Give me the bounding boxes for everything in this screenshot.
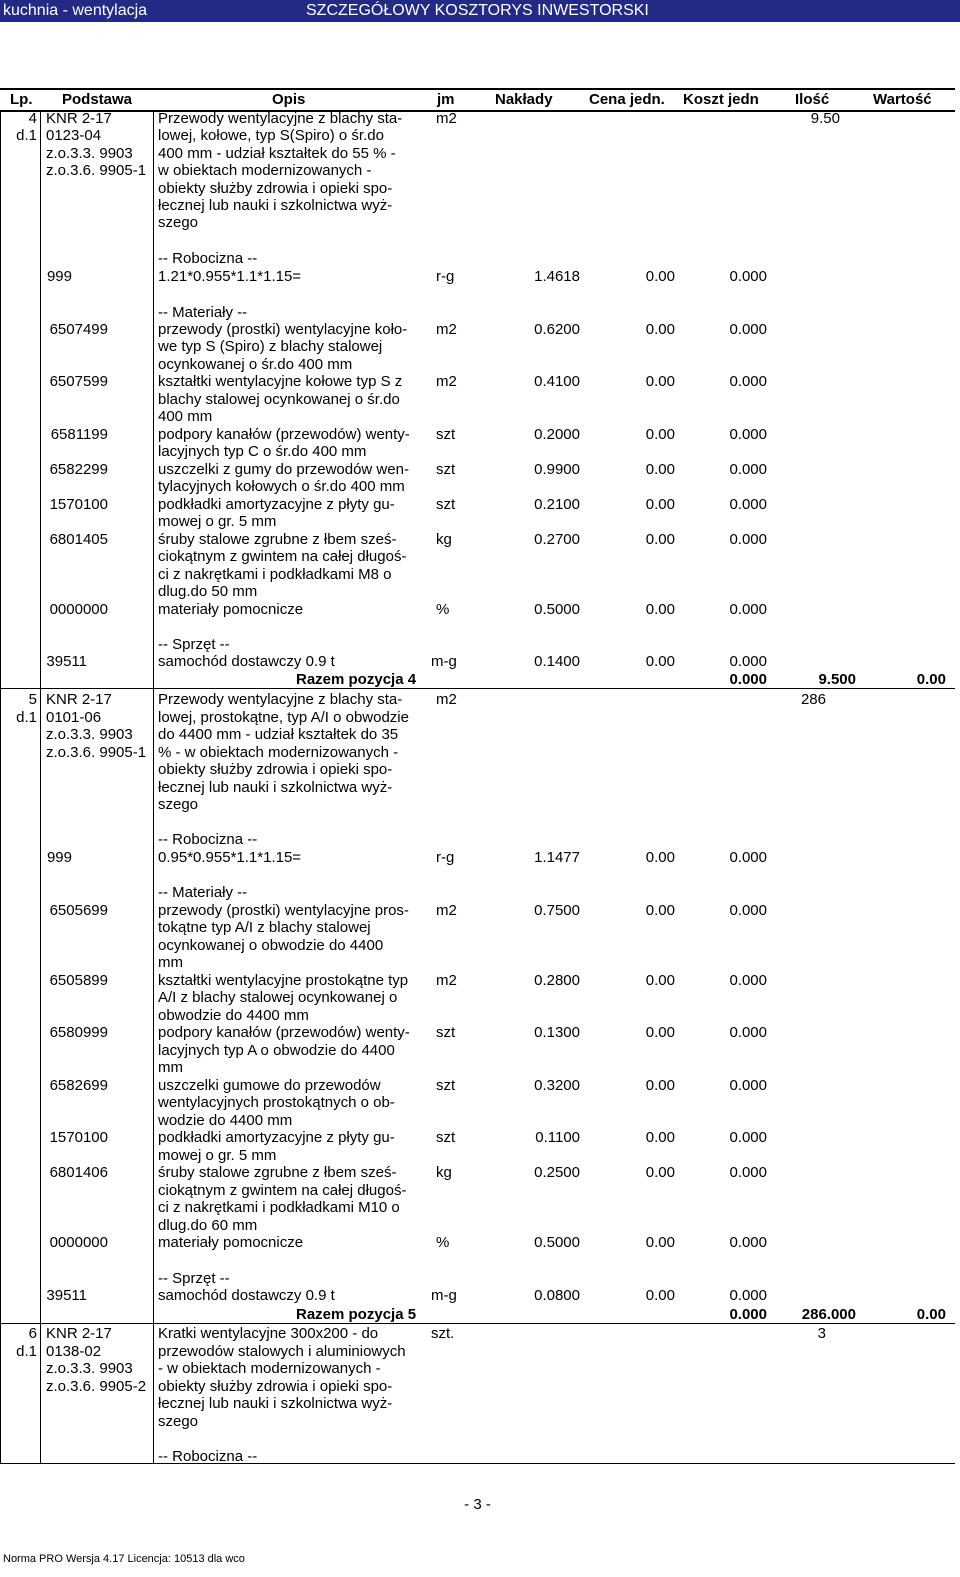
material-opis: przewody (prostki) wentylacyjne koło- <box>158 321 408 338</box>
pos5-podstawa: 0101-06 <box>46 709 102 726</box>
material-jm: m2 <box>436 902 457 919</box>
column-divider-podstawa <box>153 110 154 1464</box>
pos6-opis: szego <box>158 1413 199 1430</box>
pos4-robocizna-label: -- Robocizna -- <box>158 250 258 267</box>
material-cena: 0.00 <box>645 461 675 478</box>
material-koszt: 0.000 <box>729 321 767 338</box>
material-code: 6507499 <box>49 321 108 338</box>
pos5-lp-sub: d.1 <box>16 709 37 726</box>
table-border-left <box>0 110 1 1464</box>
document-type-title: SZCZEGÓŁOWY KOSZTORYS INWESTORSKI <box>306 2 649 19</box>
pos5-sprzet-koszt: 0.000 <box>729 1287 767 1304</box>
column-divider-lp <box>40 110 41 1464</box>
pos5-opis: obiekty służby zdrowia i opieki spo- <box>158 761 393 778</box>
material-opis: materiały pomocnicze <box>158 1234 304 1251</box>
page-number: - 3 - <box>464 1496 491 1513</box>
material-opis: lacyjnych typ C o śr.do 400 mm <box>158 443 367 460</box>
pos5-materialy-label: -- Materiały -- <box>158 884 248 901</box>
pos4-podstawa: 0123-04 <box>46 127 102 144</box>
pos4-sprzet-koszt: 0.000 <box>729 653 767 670</box>
material-koszt: 0.000 <box>729 373 767 390</box>
pos4-sprzet-cena: 0.00 <box>645 653 675 670</box>
pos4-opis: lowej, kołowe, typ S(Spiro) o śr.do <box>158 127 384 144</box>
material-opis: mowej o gr. 5 mm <box>158 513 277 530</box>
material-code: 6507599 <box>49 373 108 390</box>
pos4-ilosc: 9.50 <box>810 110 840 127</box>
pos5-lp: 5 <box>28 691 37 708</box>
pos6-podstawa: z.o.3.3. 9903 <box>46 1360 133 1377</box>
pos4-total-wartosc: 0.00 <box>916 671 946 688</box>
pos5-jm: m2 <box>436 691 457 708</box>
material-opis: ci z nakrętkami i podkładkami M10 o <box>158 1199 400 1216</box>
material-cena: 0.00 <box>645 531 675 548</box>
material-opis: kształtki wentylacyjne prostokątne typ <box>158 972 409 989</box>
pos6-opis: Kratki wentylacyjne 300x200 - do <box>158 1325 379 1342</box>
material-cena: 0.00 <box>645 321 675 338</box>
column-header-row <box>0 88 955 112</box>
material-koszt: 0.000 <box>729 531 767 548</box>
pos6-opis: obiekty służby zdrowia i opieki spo- <box>158 1378 393 1395</box>
material-jm: % <box>436 601 450 618</box>
material-opis: dlug.do 60 mm <box>158 1217 258 1234</box>
material-opis: obwodzie do 4400 mm <box>158 1007 309 1024</box>
pos5-robocizna-koszt: 0.000 <box>729 849 767 866</box>
material-naklad: 0.4100 <box>534 373 580 390</box>
pos4-sprzet-code: 39511 <box>46 653 87 670</box>
pos4-podstawa: z.o.3.3. 9903 <box>46 145 133 162</box>
material-cena: 0.00 <box>645 1024 675 1041</box>
material-cena: 0.00 <box>645 902 675 919</box>
material-opis: blachy stalowej ocynkowanej o śr.do <box>158 391 400 408</box>
material-opis: mm <box>158 954 183 971</box>
pos4-sprzet-label: -- Sprzęt -- <box>158 636 230 653</box>
pos5-opis: szego <box>158 796 199 813</box>
title-bar <box>0 0 960 22</box>
material-cena: 0.00 <box>645 1129 675 1146</box>
material-opis: kształtki wentylacyjne kołowe typ S z <box>158 373 403 390</box>
material-koszt: 0.000 <box>729 972 767 989</box>
col-koszt-jedn: Koszt jedn <box>683 91 759 108</box>
material-opis: materiały pomocnicze <box>158 601 304 618</box>
pos5-podstawa: z.o.3.6. 9905-1 <box>46 744 147 761</box>
pos6-opis: przewodów stalowych i aluminiowych <box>158 1343 406 1360</box>
pos4-lp-sub: d.1 <box>16 127 37 144</box>
pos6-podstawa: KNR 2-17 <box>46 1325 112 1342</box>
material-opis: mm <box>158 1059 183 1076</box>
material-opis: lacyjnych typ A o obwodzie do 4400 <box>158 1042 395 1059</box>
document-name: kuchnia - wentylacja <box>3 2 148 19</box>
pos6-lp-sub: d.1 <box>16 1343 37 1360</box>
pos4-opis: szego <box>158 214 199 231</box>
material-jm: szt <box>436 461 456 478</box>
pos5-robocizna-label: -- Robocizna -- <box>158 831 258 848</box>
pos5-opis: Przewody wentylacyjne z blachy sta- <box>158 691 403 708</box>
material-naklad: 0.7500 <box>534 902 580 919</box>
pos4-robocizna-jm: r-g <box>436 268 455 285</box>
material-code: 6801405 <box>49 531 108 548</box>
pos5-sprzet-cena: 0.00 <box>645 1287 675 1304</box>
material-code: 6801406 <box>49 1164 108 1181</box>
pos5-total-row <box>0 1305 955 1324</box>
material-cena: 0.00 <box>645 426 675 443</box>
material-jm: szt <box>436 496 456 513</box>
pos4-sprzet-opis: samochód dostawczy 0.9 t <box>158 653 335 670</box>
material-naklad: 0.1100 <box>535 1129 580 1146</box>
material-koszt: 0.000 <box>729 1234 767 1251</box>
material-opis: wentylacyjnych prostokątnych o ob- <box>158 1094 395 1111</box>
pos4-total-ilosc: 9.500 <box>818 671 856 688</box>
material-cena: 0.00 <box>645 1077 675 1094</box>
col-naklady: Nakłady <box>495 91 553 108</box>
material-jm: m2 <box>436 373 457 390</box>
pos5-podstawa: KNR 2-17 <box>46 691 112 708</box>
pos4-opis: Przewody wentylacyjne z blachy sta- <box>158 110 403 127</box>
col-lp: Lp. <box>10 91 33 108</box>
material-jm: szt <box>436 426 456 443</box>
table-bottom-border <box>0 1463 955 1464</box>
pos4-opis: w obiektach modernizowanych - <box>158 162 372 179</box>
material-naklad: 0.6200 <box>534 321 580 338</box>
material-opis: podpory kanałów (przewodów) wenty- <box>158 1024 410 1041</box>
material-opis: podkładki amortyzacyjne z płyty gu- <box>158 1129 395 1146</box>
pos4-robocizna-code: 999 <box>46 268 72 285</box>
material-opis: ciokątnym z gwintem na całej długoś- <box>158 548 407 565</box>
material-opis: ocynkowanej o obwodzie do 4400 <box>158 937 384 954</box>
col-opis: Opis <box>272 91 306 108</box>
pos4-materialy-label: -- Materiały -- <box>158 304 248 321</box>
material-koszt: 0.000 <box>729 1077 767 1094</box>
material-opis: śruby stalowe zgrubne z łbem sześ- <box>158 1164 397 1181</box>
material-cena: 0.00 <box>645 601 675 618</box>
pos4-total-label: Razem pozycja 4 <box>296 671 417 688</box>
material-jm: m2 <box>436 321 457 338</box>
pos4-total-koszt: 0.000 <box>729 671 767 688</box>
material-koszt: 0.000 <box>729 461 767 478</box>
col-podstawa: Podstawa <box>62 91 133 108</box>
pos5-sprzet-jm: m-g <box>431 1287 457 1304</box>
material-jm: % <box>436 1234 450 1251</box>
pos5-podstawa: z.o.3.3. 9903 <box>46 726 133 743</box>
material-naklad: 0.9900 <box>534 461 580 478</box>
pos5-robocizna-formula: 0.95*0.955*1.1*1.15= <box>158 849 302 866</box>
material-code: 6580999 <box>49 1024 108 1041</box>
pos4-lp: 4 <box>28 110 37 127</box>
material-naklad: 0.5000 <box>534 1234 580 1251</box>
pos5-sprzet-naklad: 0.0800 <box>534 1287 580 1304</box>
pos6-podstawa: 0138-02 <box>46 1343 102 1360</box>
material-jm: szt <box>436 1129 456 1146</box>
material-koszt: 0.000 <box>729 1129 767 1146</box>
pos5-total-wartosc: 0.00 <box>916 1306 946 1323</box>
pos4-opis: obiekty służby zdrowia i opieki spo- <box>158 180 393 197</box>
material-opis: wodzie do 4400 mm <box>158 1112 293 1129</box>
col-wartosc: Wartość <box>873 91 932 108</box>
material-code: 6505899 <box>49 972 108 989</box>
material-cena: 0.00 <box>645 373 675 390</box>
pos4-robocizna-cena: 0.00 <box>645 268 675 285</box>
pos5-opis: do 4400 mm - udział kształtek do 35 <box>158 726 399 743</box>
pos6-podstawa: z.o.3.6. 9905-2 <box>46 1378 147 1395</box>
material-opis: tylacyjnych kołowych o śr.do 400 mm <box>158 478 405 495</box>
pos6-lp: 6 <box>28 1325 37 1342</box>
material-jm: kg <box>436 531 452 548</box>
material-naklad: 0.2500 <box>534 1164 580 1181</box>
pos6-jm: szt. <box>431 1325 455 1342</box>
pos4-robocizna-formula: 1.21*0.955*1.1*1.15= <box>158 268 302 285</box>
material-code: 6581199 <box>50 426 108 443</box>
material-koszt: 0.000 <box>729 1024 767 1041</box>
material-opis: A/I z blachy stalowej ocynkowanej o <box>158 989 398 1006</box>
pos5-total-koszt: 0.000 <box>729 1306 767 1323</box>
material-naklad: 0.3200 <box>534 1077 580 1094</box>
material-naklad: 0.2800 <box>534 972 580 989</box>
material-opis: we typ S (Spiro) z blachy stalowej <box>158 338 383 355</box>
pos5-total-label: Razem pozycja 5 <box>296 1306 417 1323</box>
material-jm: m2 <box>436 972 457 989</box>
pos4-robocizna-naklad: 1.4618 <box>534 268 580 285</box>
material-opis: uszczelki gumowe do przewodów <box>158 1077 381 1094</box>
material-naklad: 0.1300 <box>534 1024 580 1041</box>
material-cena: 0.00 <box>645 1164 675 1181</box>
pos4-podstawa: KNR 2-17 <box>46 110 112 127</box>
software-footer: Norma PRO Wersja 4.17 Licencja: 10513 dla wco <box>3 1553 245 1565</box>
material-jm: szt <box>436 1077 456 1094</box>
material-opis: podkładki amortyzacyjne z płyty gu- <box>158 496 395 513</box>
pos6-opis: łecznej lub nauki i szkolnictwa wyż- <box>158 1395 393 1412</box>
material-naklad: 0.2000 <box>534 426 580 443</box>
material-cena: 0.00 <box>645 1234 675 1251</box>
pos4-opis: 400 mm - udział kształtek do 55 % - <box>158 145 396 162</box>
material-koszt: 0.000 <box>729 1164 767 1181</box>
pos6-opis: - w obiektach modernizowanych - <box>158 1360 381 1377</box>
pos5-robocizna-code: 999 <box>46 849 72 866</box>
pos6-robocizna-label: -- Robocizna -- <box>158 1448 258 1465</box>
pos5-sprzet-code: 39511 <box>46 1287 87 1304</box>
material-code: 6582299 <box>49 461 108 478</box>
material-code: 1570100 <box>49 496 108 513</box>
material-code: 6582699 <box>49 1077 108 1094</box>
material-naklad: 0.5000 <box>534 601 580 618</box>
material-opis: uszczelki z gumy do przewodów wen- <box>158 461 409 478</box>
pos5-total-ilosc: 286.000 <box>801 1306 856 1323</box>
pos5-sprzet-opis: samochód dostawczy 0.9 t <box>158 1287 335 1304</box>
material-naklad: 0.2700 <box>534 531 580 548</box>
material-opis: tokątne typ A/I z blachy stalowej <box>158 919 371 936</box>
material-code: 0000000 <box>49 601 108 618</box>
material-opis: ciokątnym z gwintem na całej długoś- <box>158 1182 407 1199</box>
material-opis: przewody (prostki) wentylacyjne pros- <box>158 902 409 919</box>
material-cena: 0.00 <box>645 972 675 989</box>
pos5-sprzet-label: -- Sprzęt -- <box>158 1270 230 1287</box>
col-cena-jedn: Cena jedn. <box>589 91 665 108</box>
material-opis: mowej o gr. 5 mm <box>158 1147 277 1164</box>
material-naklad: 0.2100 <box>534 496 580 513</box>
material-opis: śruby stalowe zgrubne z łbem sześ- <box>158 531 397 548</box>
col-ilosc: Ilość <box>795 91 830 108</box>
material-code: 1570100 <box>49 1129 108 1146</box>
pos4-sprzet-naklad: 0.1400 <box>534 653 580 670</box>
material-opis: 400 mm <box>158 408 213 425</box>
material-koszt: 0.000 <box>729 902 767 919</box>
material-code: 6505699 <box>49 902 108 919</box>
material-code: 0000000 <box>49 1234 108 1251</box>
material-koszt: 0.000 <box>729 426 767 443</box>
material-opis: ci z nakrętkami i podkładkami M8 o <box>158 566 392 583</box>
material-opis: dlug.do 50 mm <box>158 583 258 600</box>
pos5-opis: % - w obiektach modernizowanych - <box>158 744 399 761</box>
col-jm: jm <box>437 91 455 108</box>
pos5-robocizna-cena: 0.00 <box>645 849 675 866</box>
material-koszt: 0.000 <box>729 496 767 513</box>
material-opis: podpory kanałów (przewodów) wenty- <box>158 426 410 443</box>
pos4-podstawa: z.o.3.6. 9905-1 <box>46 162 147 179</box>
pos5-robocizna-jm: r-g <box>436 849 455 866</box>
pos5-opis: łecznej lub nauki i szkolnictwa wyż- <box>158 779 393 796</box>
pos6-ilosc: 3 <box>817 1325 826 1342</box>
material-opis: ocynkowanej o śr.do 400 mm <box>158 356 353 373</box>
pos4-total-row <box>0 670 955 689</box>
pos4-sprzet-jm: m-g <box>431 653 457 670</box>
pos4-jm: m2 <box>436 110 457 127</box>
pos4-opis: łecznej lub nauki i szkolnictwa wyż- <box>158 197 393 214</box>
pos5-ilosc: 286 <box>800 691 826 708</box>
pos5-robocizna-naklad: 1.1477 <box>534 849 580 866</box>
material-koszt: 0.000 <box>729 601 767 618</box>
material-jm: kg <box>436 1164 452 1181</box>
pos4-robocizna-koszt: 0.000 <box>729 268 767 285</box>
material-jm: szt <box>436 1024 456 1041</box>
material-cena: 0.00 <box>645 496 675 513</box>
pos5-opis: lowej, prostokątne, typ A/I o obwodzie <box>158 709 409 726</box>
